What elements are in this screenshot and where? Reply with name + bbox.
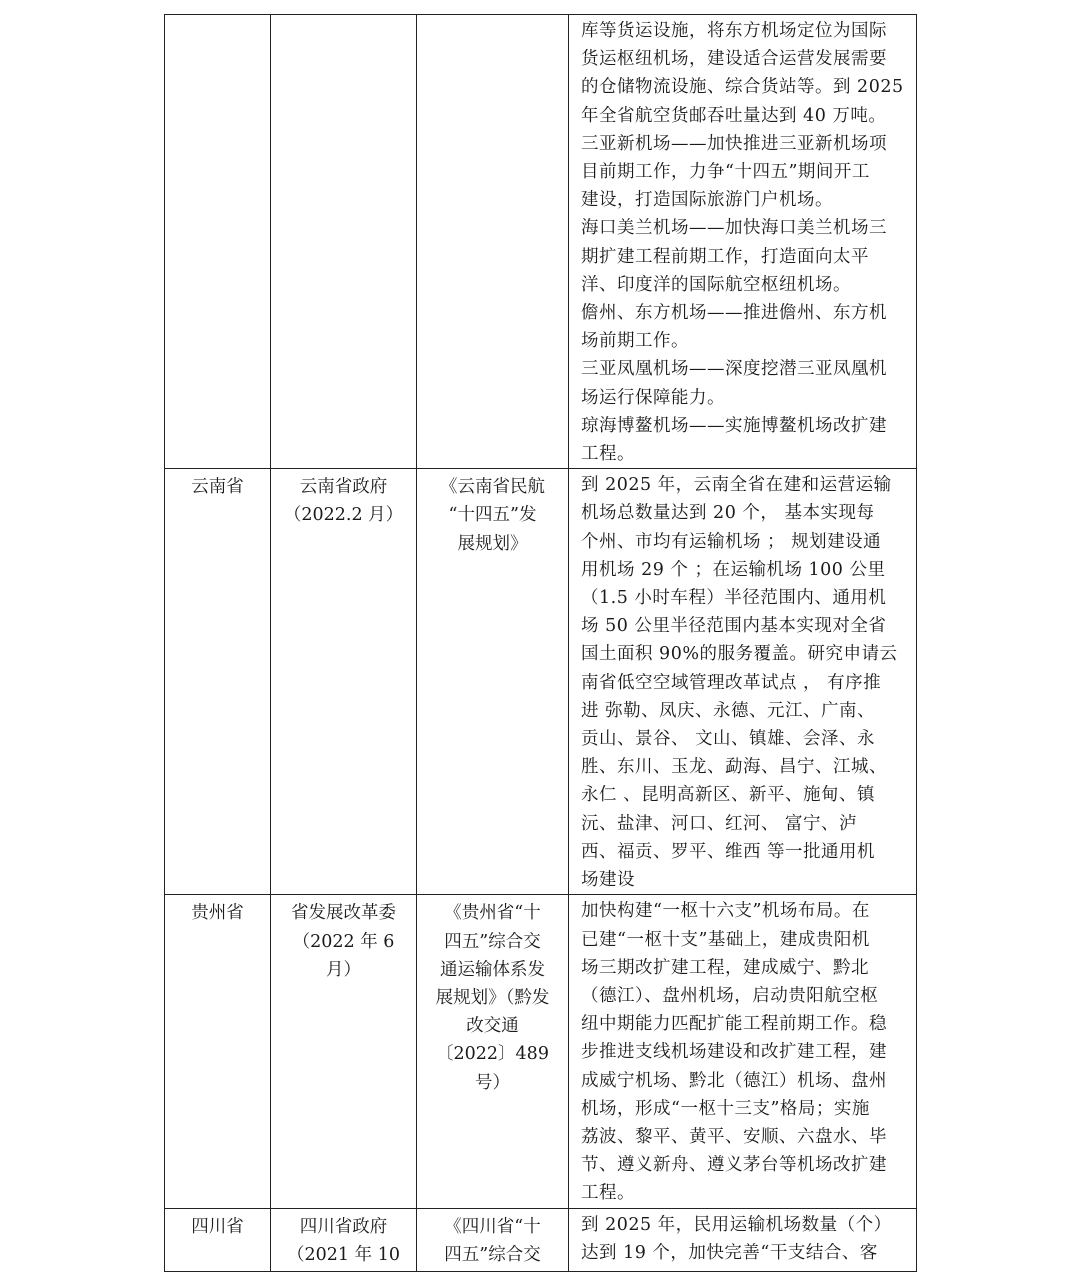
issuer-line: （2022.2 月） [283,505,404,526]
content-line: 加快构建“一枢十六支”机场布局。在 [581,901,870,922]
province-name: 云南省 [191,477,244,498]
document-cell [417,895,569,1208]
content-line: 场运行保障能力。 [581,387,725,408]
content-line: 琼海博鳌机场——实施博鳌机场改扩建 [581,415,887,436]
content-line: 沅、盐津、河口、红河、 富宁、泸 [581,813,858,834]
document-line: 展规划》（黔发 [435,987,550,1008]
content-line: 三亚凤凰机场——深度挖潜三亚凤凰机 [581,359,887,380]
plan-content [569,15,916,468]
content-line: 用机场 29 个 ；在运输机场 100 公里 [581,559,886,580]
document-cell [417,469,569,895]
content-line: 的仓储物流设施、综合货站等。到 2025 [581,77,904,98]
issuer-cell [271,469,417,895]
content-line: 目前期工作，力争“十四五”期间开工 [581,162,870,183]
content-cell [569,1208,917,1271]
table-row [165,895,917,1208]
content-line: 儋州、东方机场——推进儋州、东方机 [581,303,887,324]
document-table [164,14,917,1272]
content-line: 建设，打造国际旅游门户机场。 [581,190,833,211]
content-line: 场建设 [581,870,635,891]
document-title [417,469,568,558]
document-title [417,1209,568,1271]
plan-content [569,895,916,1207]
issuer-line: （2021 年 10 [287,1244,400,1265]
plan-content [569,469,916,894]
document-title [417,895,568,1096]
content-line: 场 50 公里半径范围内基本实现对全省 [581,616,887,637]
content-line: 贡山、景谷、 文山、镇雄、会泽、永 [581,729,876,750]
content-line: 国土面积 90%的服务覆盖。研究申请云 [581,644,898,665]
issuer-cell [271,1208,417,1271]
content-line: 库等货运设施，将东方机场定位为国际 [581,21,887,41]
content-line: 年全省航空货邮吞吐量达到 40 万吨。 [581,105,887,126]
province-name: 四川省 [191,1216,244,1237]
content-line: 荔波、黎平、黄平、安顺、六盘水、毕 [581,1126,887,1147]
issuer-text [271,1209,416,1271]
content-cell [569,895,917,1208]
document-line: 四五”综合交 [444,1244,541,1265]
content-line: （1.5 小时车程）半径范围内、通用机 [581,588,887,609]
issuer-text [271,469,416,529]
table-row [165,469,917,895]
table-row [165,15,917,469]
content-line: 三亚新机场——加快推进三亚新机场项 [581,133,887,154]
content-line: 机场，形成“一枢十三支”格局；实施 [581,1098,870,1119]
province-name: 贵州省 [191,903,244,924]
content-line: 已建“一枢十支”基础上，建成贵阳机 [581,929,870,950]
table-row [165,1208,917,1271]
content-line: （德江）、盘州机场，启动贵阳航空枢 [581,985,879,1006]
content-line: 机场总数量达到 20 个， 基本实现每 [581,503,875,524]
content-line: 西、福贡、罗平、维西 等一批通用机 [581,841,876,862]
plan-content [569,1209,916,1269]
province-cell [165,1208,271,1271]
content-line: 节、遵义新舟、遵义茅台等机场改扩建 [581,1155,887,1176]
document-line: 展规划》 [457,533,528,554]
document-line: 通运输体系发 [440,959,545,980]
content-line: 永仁 、昆明高新区、新平、施甸、镇 [581,785,876,806]
content-cell [569,15,917,469]
issuer-cell [271,15,417,469]
issuer-line: 省发展改革委 [291,903,396,924]
content-line: 胜、东川、玉龙、勐海、昌宁、江城、 [581,757,887,778]
province-cell [165,469,271,895]
content-line: 工程。 [581,1183,635,1204]
document-line: 四五”综合交 [444,931,541,952]
issuer-line: 月） [326,959,361,980]
content-line: 个州、市均有运输机场 ； 规划建设通 [581,531,882,552]
document-cell [417,15,569,469]
document-line: 《四川省“十 [444,1216,541,1237]
document-line: “十四五”发 [448,505,537,526]
content-line: 场三期改扩建工程，建成威宁、黔北 [581,957,869,978]
content-line: 步推进支线机场建设和改扩建工程，建 [581,1042,887,1063]
issuer-text [271,895,416,984]
content-line: 期扩建工程前期工作，打造面向太平 [581,246,869,267]
content-line: 场前期工作。 [581,331,689,352]
content-line: 工程。 [581,444,635,465]
content-line: 成威宁机场、黔北（德江）机场、盘州 [581,1070,887,1091]
province-cell [165,15,271,469]
content-line: 南省低空空域管理改革试点 ， 有序推 [581,672,882,693]
issuer-line: 四川省政府 [299,1216,388,1237]
content-line: 到 2025 年，云南全省在建和运营运输 [581,475,892,496]
content-line: 达到 19 个，加快完善“干支结合、客 [581,1242,878,1263]
issuer-cell [271,895,417,1208]
document-line: 〔2022〕489 [436,1044,549,1065]
content-line: 到 2025 年，民用运输机场数量（个） [581,1214,892,1235]
province-cell [165,895,271,1208]
document-line: 《云南省民航 [440,477,545,498]
issuer-line: 云南省政府 [299,477,388,498]
document-line: 《贵州省“十 [444,903,541,924]
content-line: 海口美兰机场——加快海口美兰机场三 [581,218,887,239]
content-line: 洋、印度洋的国际航空枢纽机场。 [581,274,851,295]
content-cell [569,469,917,895]
document-line: 号） [475,1072,510,1093]
document-line: 改交通 [466,1016,519,1037]
content-line: 纽中期能力匹配扩能工程前期工作。稳 [581,1014,887,1035]
document-cell [417,1208,569,1271]
content-line: 货运枢纽机场，建设适合运营发展需要 [581,49,887,70]
content-line: 进 弥勒、凤庆、永德、元江、广南、 [581,700,876,721]
issuer-line: （2022 年 6 [292,931,395,952]
